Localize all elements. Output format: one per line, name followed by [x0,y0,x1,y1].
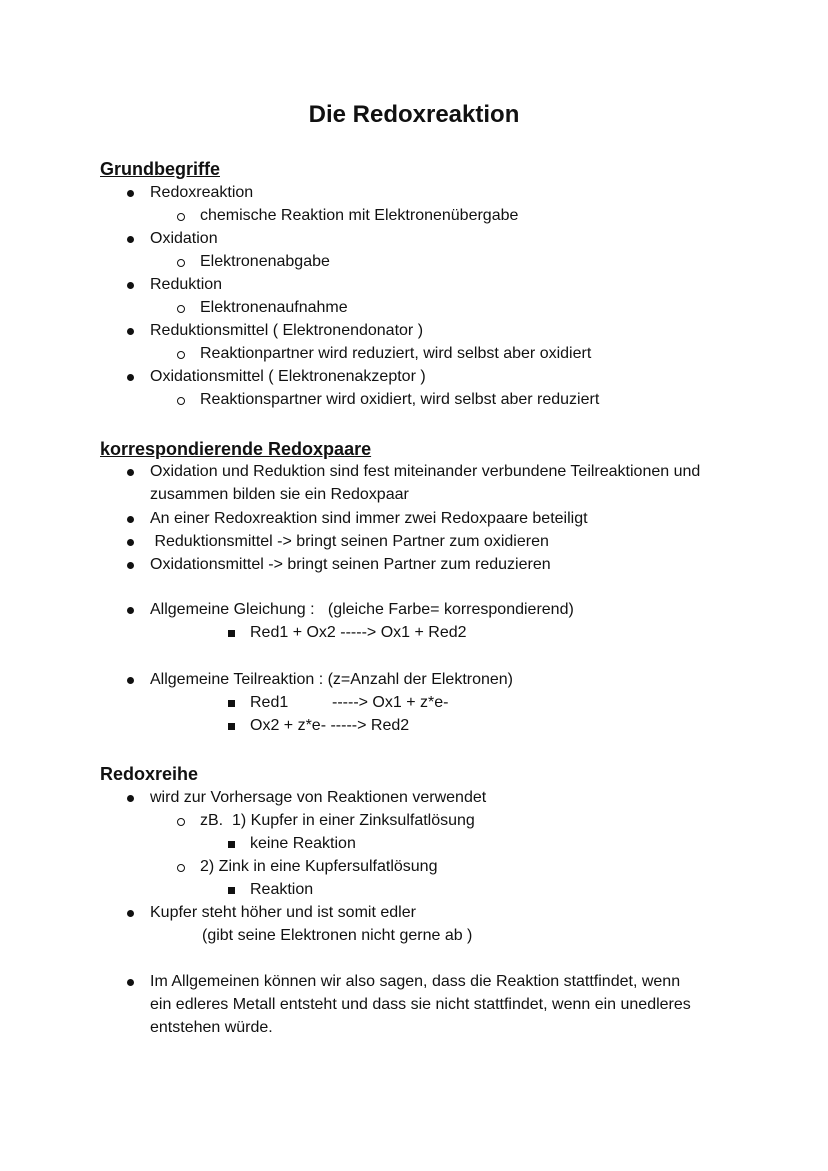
bullet-icon [127,795,134,802]
list-item-text: Oxidationsmittel -> bringt seinen Partner zum reduzieren [150,556,551,573]
list-item-text: -----> Ox1 + z*e- [332,694,449,711]
list-item-text: Allgemeine Teilreaktion : (z=Anzahl der Elektronen) [150,671,514,688]
list-item-text: Reaktion [250,881,314,898]
bullet-icon [127,374,134,381]
square-bullet-icon [228,630,235,637]
section-heading: korrespondierende Redoxpaare [100,439,372,459]
circle-bullet-icon [177,305,185,313]
list-item-text: Elektronenaufnahme [200,299,348,316]
section-heading: Redoxreihe [100,764,199,784]
list-item-text: Redoxreaktion [150,184,254,201]
square-bullet-icon [228,887,235,894]
list-item-text: ein edleres Metall entsteht und dass sie nicht stattfindet, wenn ein unedleres [150,996,691,1013]
square-bullet-icon [228,723,235,730]
circle-bullet-icon [177,818,185,826]
list-item-text: (gibt seine Elektronen nicht gerne ab ) [202,927,473,944]
list-item-text: Kupfer steht höher und ist somit edler [150,904,416,921]
list-item-text: Red1 + Ox2 -----> Ox1 + Red2 [250,624,467,641]
list-item-text: keine Reaktion [250,835,356,852]
bullet-icon [127,677,134,684]
list-item-text: Reduktionsmittel -> bringt seinen Partner zum oxidieren [150,533,549,550]
bullet-icon [127,190,134,197]
list-item-text: zusammen bilden sie ein Redoxpaar [150,486,409,503]
list-item-text: Reduktion [150,276,223,293]
list-item-text: entstehen würde. [150,1019,273,1036]
list-item-text: An einer Redoxreaktion sind immer zwei Redoxpaare beteiligt [150,510,588,527]
bullet-icon [127,607,134,614]
bullet-icon [127,236,134,243]
bullet-icon [127,282,134,289]
bullet-icon [127,979,134,986]
list-item-text: Reaktionspartner wird oxidiert, wird selbst aber reduziert [200,391,600,408]
circle-bullet-icon [177,259,185,267]
bullet-icon [127,539,134,546]
circle-bullet-icon [177,213,185,221]
circle-bullet-icon [177,351,185,359]
circle-bullet-icon [177,397,185,405]
circle-bullet-icon [177,864,185,872]
list-item-text: Ox2 + z*e- -----> Red2 [250,717,410,734]
list-item-text: Reaktionpartner wird reduziert, wird selbst aber oxidiert [200,345,592,362]
list-item-text: Oxidation [150,230,218,247]
list-item-text: Allgemeine Gleichung : (gleiche Farbe= korrespondierend) [150,601,574,618]
bullet-icon [127,469,134,476]
bullet-icon [127,516,134,523]
bullet-icon [127,562,134,569]
list-item-text: wird zur Vorhersage von Reaktionen verwendet [150,789,487,806]
list-item-text: Elektronenabgabe [200,253,330,270]
list-item-text: chemische Reaktion mit Elektronenübergabe [200,207,519,224]
list-item-text: 2) Zink in eine Kupfersulfatlösung [200,858,438,875]
list-item-text: Red1 [250,694,289,711]
list-item-text: Im Allgemeinen können wir also sagen, dass die Reaktion stattfindet, wenn [150,973,681,990]
page-title: Die Redoxreaktion [308,101,520,128]
square-bullet-icon [228,700,235,707]
bullet-icon [127,910,134,917]
list-item-text: Reduktionsmittel ( Elektronendonator ) [150,322,424,339]
section-heading: Grundbegriffe [100,159,220,179]
list-item-text: Oxidationsmittel ( Elektronenakzeptor ) [150,368,426,385]
list-item-text: Oxidation und Reduktion sind fest miteinander verbundene Teilreaktionen und [150,463,701,480]
square-bullet-icon [228,841,235,848]
list-item-text: zB. 1) Kupfer in einer Zinksulfatlösung [200,812,475,829]
bullet-icon [127,328,134,335]
